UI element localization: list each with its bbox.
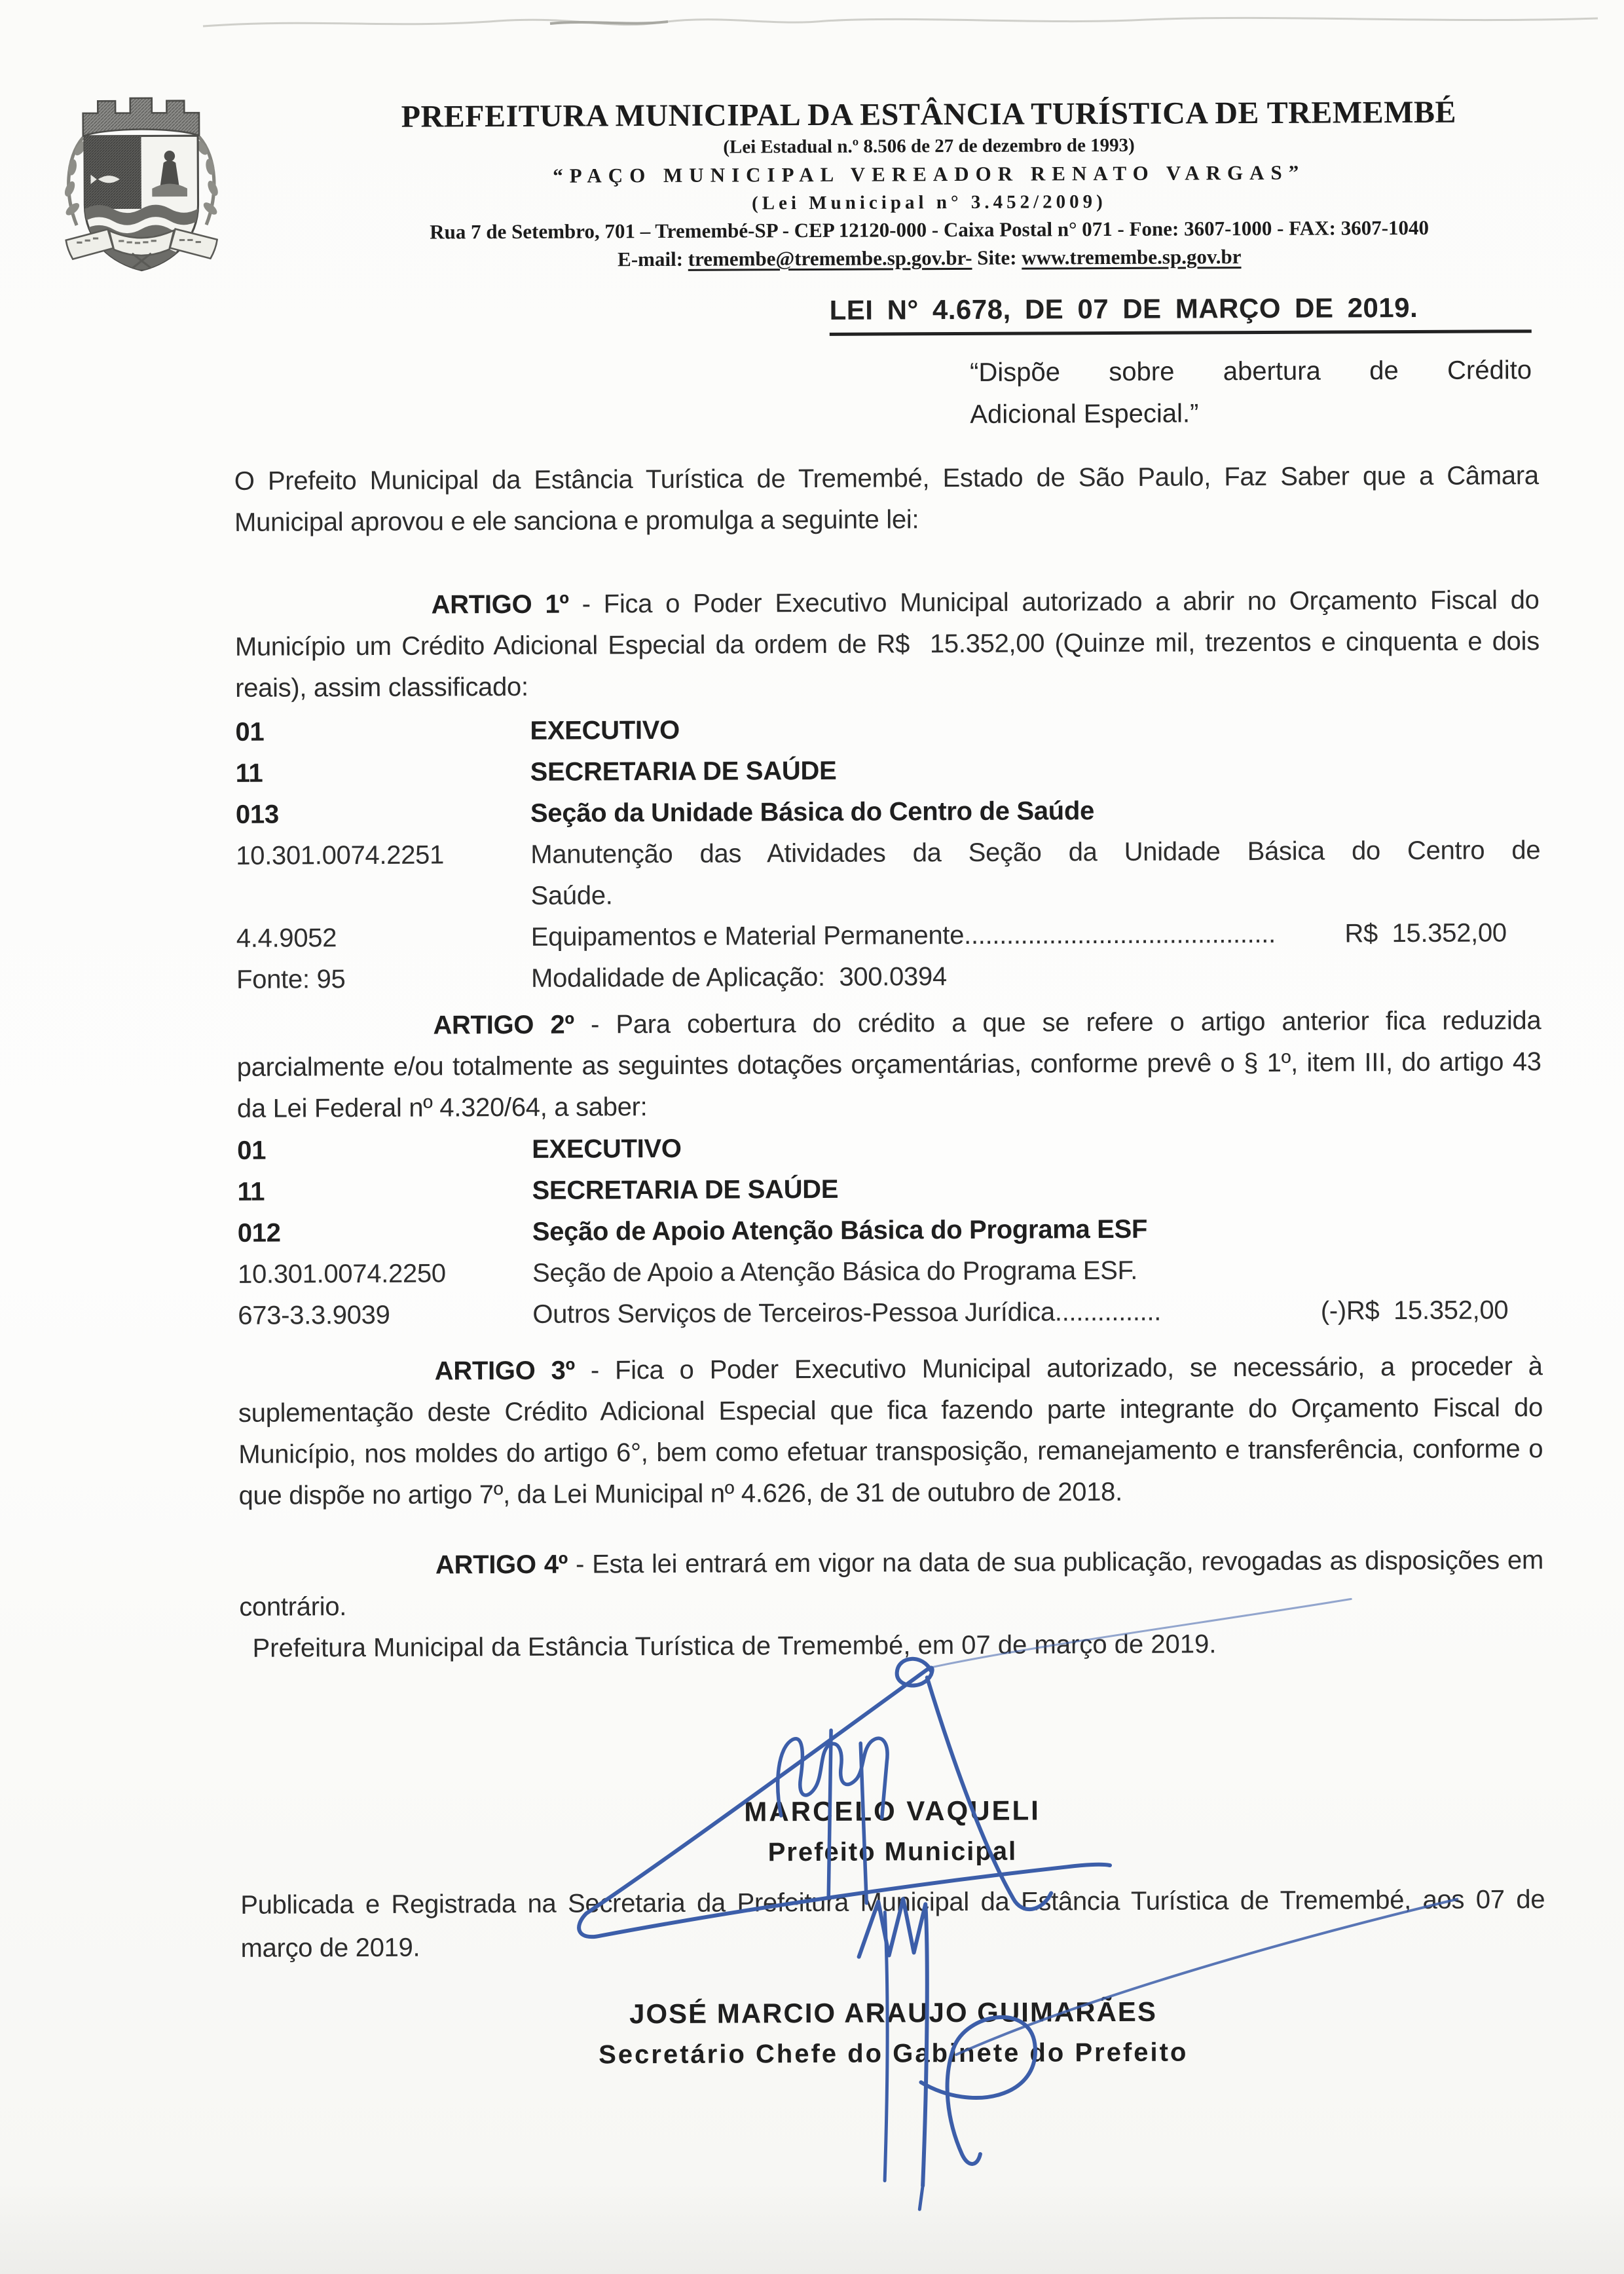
row-code: 10.301.0074.2250 (237, 1259, 446, 1289)
letterhead-municipal-law: (Lei Municipal n° 3.452/2009) (752, 191, 1107, 214)
letterhead-org-name: PREFEITURA MUNICIPAL DA ESTÂNCIA TURÍSTICA DE TREMEMBÉ (401, 94, 1457, 134)
allocation-row (237, 1125, 1541, 1172)
allocation-row (236, 954, 1541, 1001)
row-code: Fonte: 95 (236, 965, 346, 994)
article-2-label: ARTIGO 2º (433, 1010, 574, 1040)
mayor-name: MARCELO VAQUELI (744, 1795, 1041, 1827)
letterhead-address: Rua 7 de Setembro, 701 – Tremembé-SP - CEP 12120-000 - Caixa Postal n° 071 - Fone: 3607-1000 - FAX: 3607-1040 (430, 215, 1430, 244)
secretary-title: Secretário Chefe do Gabinete do Prefeito (599, 2038, 1189, 2070)
row-desc: EXECUTIVO (532, 1134, 682, 1164)
letterhead-contacts (304, 241, 1555, 275)
allocation-row (236, 830, 1541, 918)
secretary-name: JOSÉ MARCIO ARAUJO GUIMARÃES (629, 1996, 1158, 2030)
article-1-text: - Fica o Poder Executivo Municipal autorizado a abrir no Orçamento Fiscal do Município um Crédito Adicional Especial da ordem de R$ 15.352,00 (Quinze mil, trezentos e cinquenta e dois reais), assim classificado: (234, 586, 1540, 703)
row-desc-text: Equipamentos e Material Permanente............................................ (530, 919, 1276, 952)
letterhead-hall-name: “PAÇO MUNICIPAL VEREADOR RENATO VARGAS” (553, 160, 1306, 187)
registration-paragraph: Publicada e Registrada na Secretaria da Prefeitura Municipal da Estância Turística de Tremembé, aos 07 de março de 2019. (240, 1885, 1545, 1963)
site-link[interactable]: www.tremembe.sp.gov.br (1022, 245, 1242, 269)
allocation-table-2 (237, 1125, 1542, 1337)
row-code: 012 (237, 1218, 281, 1248)
law-subtitle-line2: Adicional Especial.” (970, 399, 1199, 429)
row-desc-line2: Saúde. (530, 881, 613, 910)
row-desc (532, 1290, 1542, 1335)
email-label: E-mail: (618, 247, 684, 271)
row-code: 10.301.0074.2251 (236, 840, 445, 870)
row-code: 01 (237, 1136, 267, 1165)
issuance-line: Prefeitura Municipal da Estância Turística de Tremembé, em 07 de março de 2019. (252, 1630, 1217, 1663)
row-desc: Seção de Apoio Atenção Básica do Programa ESF (532, 1214, 1148, 1246)
article-4-label: ARTIGO 4º (435, 1550, 568, 1580)
row-desc (531, 912, 1541, 958)
site-label: Site: (977, 246, 1017, 269)
row-desc: Modalidade de Aplicação: 300.0394 (531, 962, 947, 993)
row-code: 673-3.3.9039 (238, 1300, 390, 1330)
article-1-paragraph (234, 580, 1540, 709)
article-3-text: - Fica o Poder Executivo Municipal autorizado, se necessário, a proceder à suplementação deste Crédito Adicional Especial que fica fazendo parte integrante do Orçamento Fiscal do Município, nos moldes do artigo 6°, bem como efetuar transposição, remanejamento e transferência, conforme o que dispõe no artigo 7º, da Lei Municipal nº 4.626, de 31 de outubro de 2018. (238, 1352, 1543, 1510)
row-desc: EXECUTIVO (530, 715, 680, 745)
article-3-label: ARTIGO 3º (434, 1356, 575, 1386)
law-subtitle-line1: “Dispõe sobre abertura de Crédito (969, 356, 1532, 387)
allocation-row (237, 1166, 1541, 1213)
mayor-title: Prefeito Municipal (767, 1836, 1018, 1867)
allocation-row (236, 912, 1541, 960)
preamble-paragraph: O Prefeito Municipal da Estância Turística de Tremembé, Estado de São Paulo, Faz Saber que a Câmara Municipal aprovou e ele sanciona e promulga a seguinte lei: (234, 461, 1539, 537)
allocation-row (236, 747, 1540, 794)
row-desc: Seção de Apoio a Atenção Básica do Programa ESF. (532, 1256, 1138, 1288)
row-code: 013 (235, 800, 279, 829)
row-code: 11 (235, 758, 263, 788)
row-code: 11 (237, 1177, 265, 1206)
allocation-row (238, 1248, 1542, 1295)
letterhead (303, 94, 1555, 275)
row-desc (530, 830, 1541, 917)
article-2-text: - Para cobertura do crédito a que se refere o artigo anterior fica reduzida parcialmente e/ou totalmente as seguintes dotações orçamentárias, conforme prevê o § 1º, item III, do artigo 43 da Lei Federal nº 4.320/64, a saber: (236, 1006, 1541, 1123)
allocation-row (238, 1290, 1542, 1337)
allocation-row (236, 789, 1540, 836)
law-subtitle (970, 349, 1532, 436)
allocation-table-1 (235, 706, 1541, 1001)
row-code: 01 (235, 717, 265, 747)
row-code: 4.4.9052 (236, 923, 337, 953)
email-link[interactable]: tremembe@tremembe.sp.gov.br- (688, 246, 972, 270)
allocation-row (238, 1207, 1542, 1254)
row-desc-text: Outros Serviços de Terceiros-Pessoa Jurídica............... (532, 1297, 1162, 1329)
article-1-label: ARTIGO 1º (431, 589, 569, 620)
row-amount: R$ 15.352,00 (1344, 918, 1507, 948)
row-amount: (-)R$ 15.352,00 (1320, 1295, 1509, 1326)
article-2-paragraph (236, 1000, 1541, 1130)
article-4-paragraph (239, 1540, 1544, 1628)
row-desc-line1: Manutenção das Atividades da Seção da Unidade Básica do Centro de (530, 836, 1541, 869)
article-4-text: - Esta lei entrará em vigor na data de sua publicação, revogadas as disposições em contrário. (239, 1546, 1544, 1622)
row-desc: SECRETARIA DE SAÚDE (532, 1174, 839, 1205)
row-desc: Seção da Unidade Básica do Centro de Saúde (530, 796, 1095, 828)
law-title: LEI N° 4.678, DE 07 DE MARÇO DE 2019. (830, 291, 1532, 336)
municipal-coat-of-arms-icon (53, 76, 229, 280)
allocation-row (235, 706, 1540, 753)
crest-mural-crown (83, 98, 200, 136)
letterhead-state-law: (Lei Estadual n.º 8.506 de 27 de dezembro de 1993) (723, 134, 1135, 158)
article-3-paragraph (238, 1346, 1543, 1517)
row-desc: SECRETARIA DE SAÚDE (530, 756, 837, 787)
